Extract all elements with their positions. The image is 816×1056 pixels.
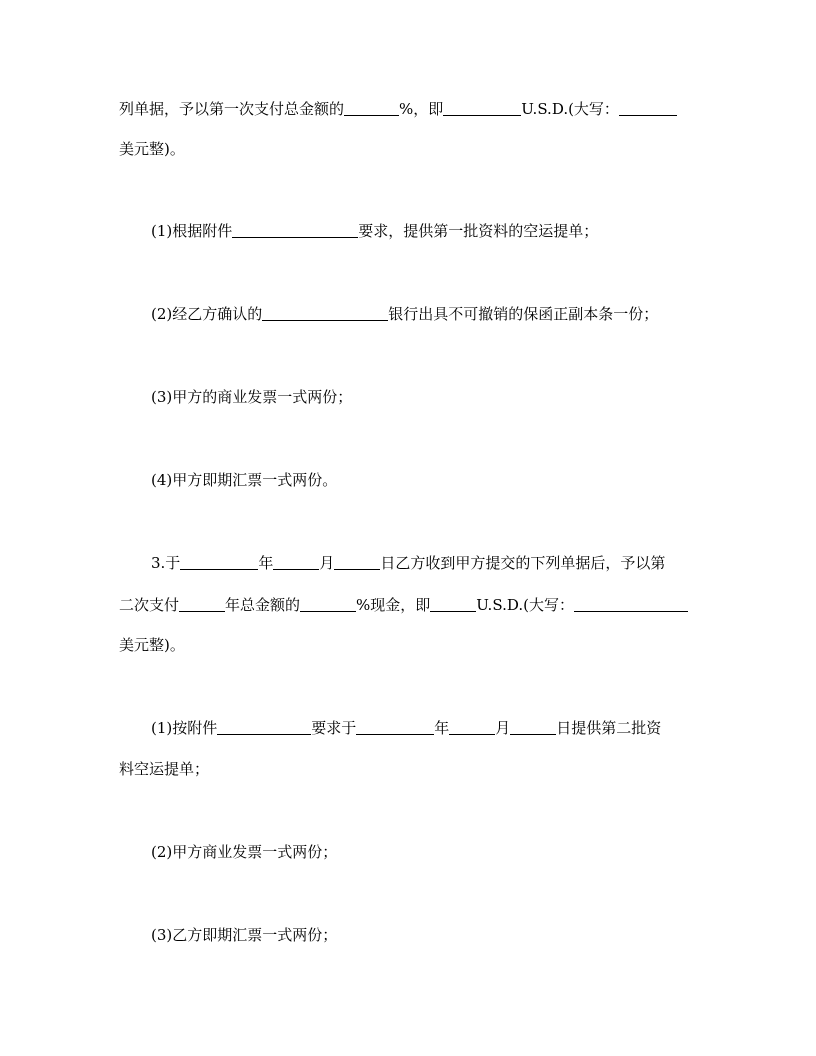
blank-year	[180, 553, 258, 570]
blank-attachment	[217, 718, 311, 735]
blank-day	[510, 718, 556, 735]
list-item	[151, 302, 658, 326]
text-segment: (2)经乙方确认的	[151, 305, 263, 323]
paragraph-first-payment-line1	[119, 97, 677, 121]
text-segment: 美元整)。	[119, 636, 185, 654]
text-segment: %现金，即	[356, 596, 431, 614]
blank-month	[449, 718, 495, 735]
text-segment: 要求，提供第一批资料的空运提单；	[358, 222, 599, 240]
list-item	[151, 923, 337, 947]
blank-amount-words	[619, 99, 677, 116]
text-segment: 年总金额的	[225, 596, 301, 614]
text-segment: 日提供第二批资	[556, 719, 662, 737]
clause-3-line1	[151, 551, 665, 575]
paragraph-first-payment-line2	[119, 137, 185, 161]
blank-amount-words	[574, 595, 688, 612]
list-item	[151, 385, 352, 409]
blank-year	[179, 595, 225, 612]
list-item-continuation	[119, 757, 209, 781]
text-segment: 银行出具不可撤销的保函正副本条一份；	[388, 305, 659, 323]
blank-year	[356, 718, 434, 735]
blank-day	[334, 553, 380, 570]
text-segment: 年	[434, 719, 450, 737]
text-segment: 料空运提单；	[119, 760, 210, 778]
list-item	[151, 219, 598, 243]
text-segment: (3)甲方的商业发票一式两份；	[151, 388, 353, 406]
text-segment: U.S.D.(大写：	[476, 596, 574, 614]
blank-amount	[430, 595, 476, 612]
text-segment: 列单据，予以第一次支付总金额的	[119, 100, 345, 118]
text-segment: (2)甲方商业发票一式两份；	[151, 843, 338, 861]
text-segment: 美元整)。	[119, 140, 185, 158]
text-segment: 要求于	[311, 719, 357, 737]
clause-3-line2	[119, 593, 688, 617]
text-segment: (1)根据附件	[151, 222, 233, 240]
list-item	[151, 840, 337, 864]
text-segment: 日乙方收到甲方提交的下列单据后，予以第	[380, 554, 666, 572]
text-segment: %，即	[399, 100, 444, 118]
clause-3-line3	[119, 633, 185, 657]
text-segment: 二次支付	[119, 596, 180, 614]
blank-attachment	[232, 221, 358, 238]
blank-bank	[262, 304, 388, 321]
text-segment: (3)乙方即期汇票一式两份；	[151, 926, 338, 944]
text-segment: 月	[319, 554, 335, 572]
blank-percent	[344, 99, 399, 116]
text-segment: (1)按附件	[151, 719, 218, 737]
blank-month	[273, 553, 319, 570]
blank-percent	[300, 595, 356, 612]
text-segment: 年	[258, 554, 274, 572]
blank-amount	[443, 99, 521, 116]
text-segment: 月	[495, 719, 511, 737]
text-segment: U.S.D.(大写：	[521, 100, 619, 118]
list-item	[151, 716, 661, 740]
text-segment: 3.于	[151, 554, 181, 572]
list-item	[151, 468, 337, 492]
text-segment: (4)甲方即期汇票一式两份。	[151, 471, 338, 489]
